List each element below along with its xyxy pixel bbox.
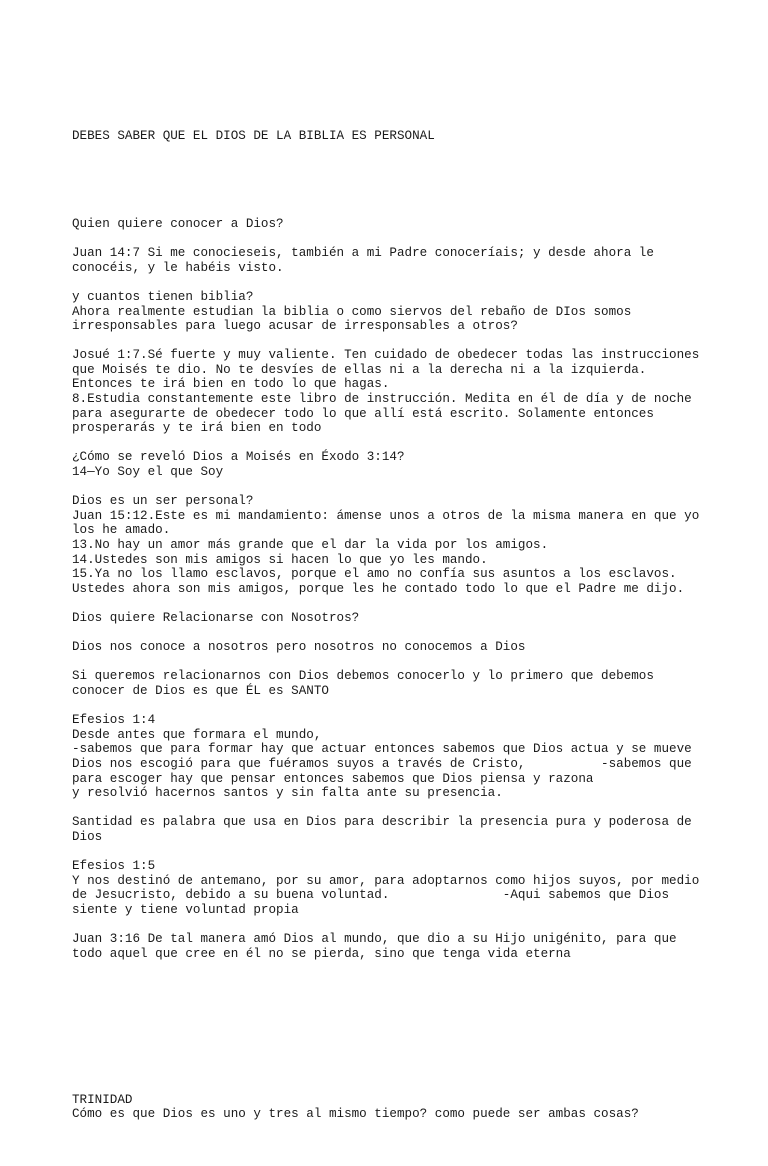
- text-line: ¿Cómo se reveló Dios a Moisés en Éxodo 3:14?: [72, 450, 405, 465]
- text-line: 8.Estudia constantemente este libro de instrucción. Medita en él de día y de noche: [72, 392, 692, 407]
- paragraph: [72, 669, 702, 698]
- text-line: prosperarás y te irá bien en todo: [72, 421, 322, 436]
- text-line: los he amado.: [72, 523, 171, 538]
- text-line: Juan 3:16 De tal manera amó Dios al mundo, que dio a su Hijo unigénito, para que: [72, 932, 677, 947]
- text-line: siente y tiene voluntad propia: [72, 902, 299, 917]
- text-line: Efesios 1:4: [72, 713, 156, 728]
- text-line: y cuantos tienen biblia?: [72, 289, 254, 304]
- text-line: Dios quiere Relacionarse con Nosotros?: [72, 610, 360, 625]
- text-line: de Jesucristo, debido a su buena voluntad. -Aqui sabemos que Dios: [72, 888, 670, 903]
- text-line: Desde antes que formara el mundo,: [72, 727, 322, 742]
- text-line: Ahora realmente estudian la biblia o como siervos del rebaño de DIos somos: [72, 304, 632, 319]
- paragraph: [72, 815, 702, 844]
- paragraph: [72, 217, 702, 232]
- text-line: que Moisés te dio. No te desvíes de ellas ni a la derecha ni a la izquierda.: [72, 362, 647, 377]
- text-line: Dios nos conoce a nosotros pero nosotros no conocemos a Dios: [72, 640, 526, 655]
- text-line: 15.Ya no los llamo esclavos, porque el amo no confía sus asuntos a los esclavos.: [72, 567, 677, 582]
- text-line: Josué 1:7.Sé fuerte y muy valiente. Ten cuidado de obedecer todas las instrucciones: [72, 348, 700, 363]
- paragraph: [72, 494, 702, 596]
- text-line: 14—Yo Soy el que Soy: [72, 465, 224, 480]
- paragraph: [72, 859, 702, 917]
- text-line: todo aquel que cree en él no se pierda, sino que tenga vida eterna: [72, 946, 571, 961]
- text-line: 14.Ustedes son mis amigos si hacen lo que yo les mando.: [72, 552, 488, 567]
- text-line: Juan 14:7 Si me conocieseis, también a mi Padre conoceríais; y desde ahora le: [72, 246, 654, 261]
- paragraph: [72, 290, 702, 334]
- text-line: y resolvió hacernos santos y sin falta ante su presencia.: [72, 786, 503, 801]
- blank-gap: [72, 1005, 702, 1063]
- text-line: conocer de Dios es que ÉL es SANTO: [72, 683, 329, 698]
- text-line: -sabemos que para formar hay que actuar entonces sabemos que Dios actua y se mueve: [72, 742, 692, 757]
- text-line: Entonces te irá bien en todo lo que hagas.: [72, 377, 390, 392]
- paragraph-list: [72, 217, 702, 961]
- text-line: Santidad es palabra que usa en Dios para describir la presencia pura y poderosa de: [72, 815, 692, 830]
- text-line: irresponsables para luego acusar de irresponsables a otros?: [72, 319, 518, 334]
- text-line: Y nos destinó de antemano, por su amor, para adoptarnos como hijos suyos, por medio: [72, 873, 700, 888]
- text-line: Ustedes ahora son mis amigos, porque les he contado todo lo que el Padre me dijo.: [72, 581, 685, 596]
- text-line: Efesios 1:5: [72, 859, 156, 874]
- document-title: [72, 100, 702, 173]
- text-line: Quien quiere conocer a Dios?: [72, 216, 284, 231]
- document-body: [72, 71, 702, 1166]
- text-line: Dios nos escogió para que fuéramos suyos a través de Cristo, -sabemos que: [72, 756, 692, 771]
- text-line: Dios es un ser personal?: [72, 494, 254, 509]
- text-line: 13.No hay un amor más grande que el dar la vida por los amigos.: [72, 538, 549, 552]
- text-line: para escoger hay que pensar entonces sabemos que Dios piensa y razona: [72, 771, 594, 786]
- text-line: conocéis, y le habéis visto.: [72, 260, 284, 275]
- title-line: DEBES SABER QUE EL DIOS DE LA BIBLIA ES PERSONAL: [72, 129, 435, 144]
- text-line: Dios: [72, 829, 103, 844]
- paragraph: [72, 611, 702, 626]
- text-line: Juan 15:12.Este es mi mandamiento: ámense unos a otros de la misma manera en que yo: [72, 508, 700, 523]
- paragraph: [72, 640, 702, 655]
- paragraph: [72, 348, 702, 436]
- text-line: Si queremos relacionarnos con Dios debemos conocerlo y lo primero que debemos: [72, 669, 654, 684]
- paragraph: [72, 932, 702, 961]
- text-line: para asegurarte de obedecer todo lo que allí está escrito. Solamente entonces: [72, 406, 654, 421]
- trinidad-section: [72, 1093, 702, 1122]
- section-heading: TRINIDAD: [72, 1092, 133, 1107]
- paragraph: [72, 713, 702, 801]
- paragraph: [72, 450, 702, 479]
- text-line: Cómo es que Dios es uno y tres al mismo tiempo? como puede ser ambas cosas?: [72, 1107, 639, 1122]
- paragraph: [72, 246, 702, 275]
